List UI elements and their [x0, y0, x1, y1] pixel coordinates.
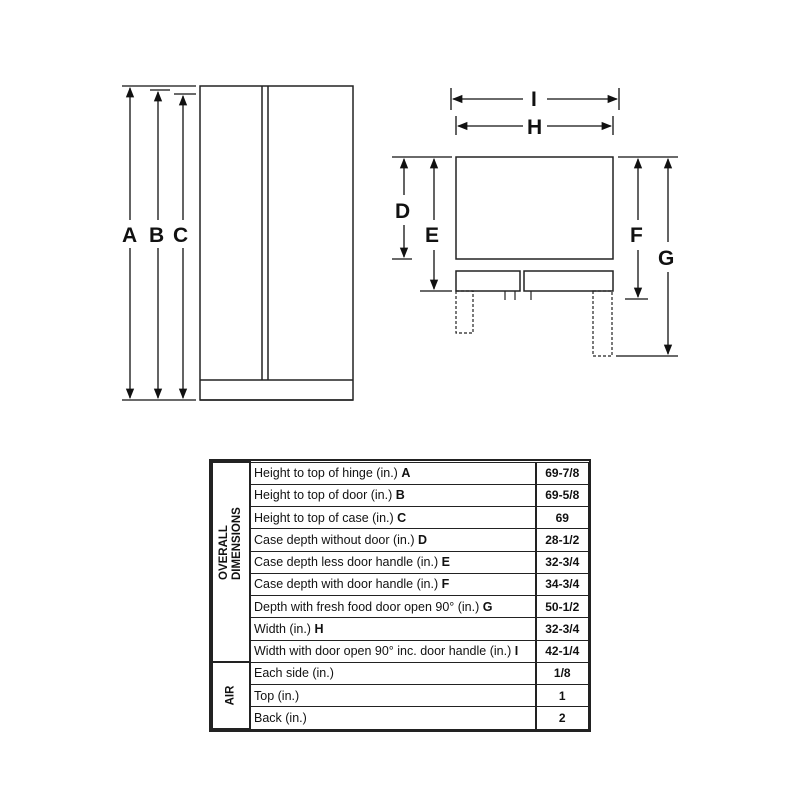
- row-label: Width (in.) H: [250, 618, 536, 640]
- row-value: 42-1/4: [536, 640, 588, 662]
- row-label: Each side (in.): [250, 662, 536, 684]
- table-row: [212, 640, 588, 662]
- left-door-open-outline: [456, 291, 473, 333]
- table-row: [212, 551, 588, 573]
- refrigerator-top-view: [456, 157, 613, 356]
- row-label: Depth with fresh food door open 90° (in.) G: [250, 596, 536, 618]
- row-label: Width with door open 90° inc. door handle (in.) I: [250, 640, 536, 662]
- label-c: C: [173, 224, 189, 247]
- row-label: Top (in.): [250, 685, 536, 707]
- table-row: [212, 618, 588, 640]
- table-row: [212, 685, 588, 707]
- right-door-open-outline: [593, 291, 612, 356]
- row-value: 50-1/2: [536, 596, 588, 618]
- row-value: 1/8: [536, 662, 588, 684]
- label-a: A: [122, 224, 138, 247]
- row-value: 32-3/4: [536, 618, 588, 640]
- row-label: Case depth less door handle (in.) E: [250, 551, 536, 573]
- refrigerator-front-view: [200, 86, 353, 400]
- row-label: Back (in.): [250, 707, 536, 729]
- row-value: 32-3/4: [536, 551, 588, 573]
- table-row: [212, 529, 588, 551]
- table-row: [212, 662, 588, 684]
- table-row: [212, 462, 588, 484]
- row-label: Height to top of case (in.) C: [250, 507, 536, 529]
- dimensions-table: [211, 461, 589, 730]
- table-row: [212, 573, 588, 595]
- label-b: B: [149, 224, 165, 247]
- label-f: F: [630, 224, 643, 247]
- refrigerator-cabinet: [200, 86, 353, 400]
- table-row: [212, 484, 588, 506]
- row-value: 34-3/4: [536, 573, 588, 595]
- overall-dimensions-group-label: OVERALL DIMENSIONS: [212, 462, 250, 662]
- table-row: [212, 507, 588, 529]
- row-value: 28-1/2: [536, 529, 588, 551]
- top-view-case: [456, 157, 613, 259]
- label-i: I: [531, 88, 537, 111]
- air-group-label: AIR: [212, 662, 250, 729]
- row-label: Height to top of hinge (in.) A: [250, 462, 536, 484]
- row-value: 1: [536, 685, 588, 707]
- table-row: [212, 707, 588, 729]
- row-value: 2: [536, 707, 588, 729]
- top-view-right-door: [524, 271, 613, 291]
- label-g: G: [658, 247, 675, 270]
- row-value: 69-5/8: [536, 484, 588, 506]
- row-label: Case depth without door (in.) D: [250, 529, 536, 551]
- row-value: 69-7/8: [536, 462, 588, 484]
- label-e: E: [425, 224, 440, 247]
- table-row: [212, 596, 588, 618]
- label-h: H: [527, 116, 543, 139]
- top-view-left-door: [456, 271, 520, 291]
- label-d: D: [395, 200, 411, 223]
- row-label: Height to top of door (in.) B: [250, 484, 536, 506]
- row-value: 69: [536, 507, 588, 529]
- row-label: Case depth with door handle (in.) F: [250, 573, 536, 595]
